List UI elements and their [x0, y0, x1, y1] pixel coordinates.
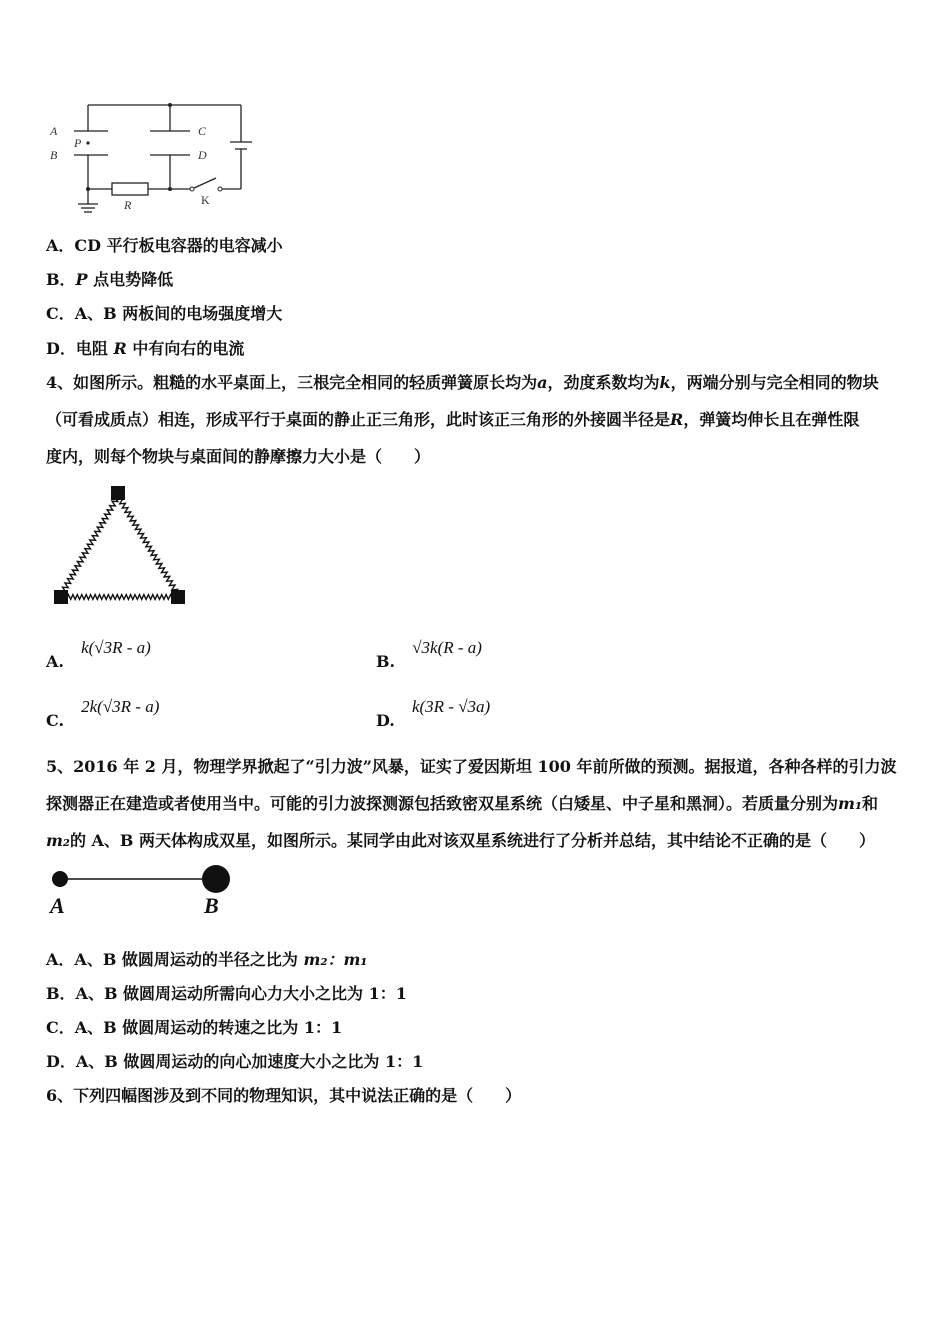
- q5-line-2: 探测器正在建造或者使用当中。可能的引力波探测源包括致密双星系统（白矮星、中子星和黑洞）。若质量分别为m₁和: [46, 794, 878, 813]
- q5-option-a: A．A、B 做圆周运动的半径之比为 m₂：m₁: [46, 950, 368, 969]
- q4-option-b: B. √3k(R - a): [376, 638, 482, 671]
- label-R: R: [124, 198, 132, 212]
- q3-option-c: C．A、B 两板间的电场强度增大: [46, 304, 283, 323]
- q5-line-3: m₂的 A、B 两天体构成双星，如图所示。某同学由此对该双星系统进行了分析并总结，其中结论不正确的是（ ）: [46, 831, 876, 850]
- star-b: [202, 865, 230, 893]
- q4-line-2: （可看成质点）相连，形成平行于桌面的静止正三角形，此时该正三角形的外接圆半径是R，弹簧均伸长且在弹性限: [46, 410, 860, 429]
- q5-option-c: C．A、B 做圆周运动的转速之比为 1：1: [46, 1018, 343, 1037]
- label-A: A: [50, 124, 58, 138]
- q4-line-3: 度内，则每个物块与桌面间的静摩擦力大小是（ ）: [46, 447, 431, 466]
- label-C: C: [198, 124, 207, 138]
- block-top: [111, 486, 125, 500]
- block-left: [54, 590, 68, 604]
- q4-option-c: C. 2k(√3R - a): [46, 697, 160, 730]
- q4-stem: [46, 364, 908, 475]
- label-D: D: [198, 148, 207, 162]
- star-a: [52, 871, 68, 887]
- spring-triangle-figure: [48, 480, 196, 610]
- q5-option-d: D．A、B 做圆周运动的向心加速度大小之比为 1：1: [46, 1052, 424, 1071]
- q4-option-d: D. k(3R - √3a): [376, 697, 491, 730]
- label-K: K: [201, 193, 210, 207]
- q4-line-1: 4、如图所示。粗糙的水平桌面上，三根完全相同的轻质弹簧原长均为a，劲度系数均为k，两端分别与完全相同的物块: [46, 373, 879, 392]
- q4-option-a: A. k(√3R - a): [46, 638, 151, 671]
- label-P: P: [74, 136, 82, 150]
- q5-stem: [46, 748, 908, 859]
- circuit-diagram: [44, 96, 264, 222]
- star-a-label: A: [50, 893, 65, 918]
- q3-option-d: D．电阻 R 中有向右的电流: [46, 339, 245, 358]
- label-B: B: [50, 148, 58, 162]
- q6-stem: 6、下列四幅图涉及到不同的物理知识，其中说法正确的是（ ）: [46, 1086, 522, 1105]
- q3-option-b: B．P 点电势降低: [46, 270, 174, 289]
- star-b-label: B: [204, 893, 219, 918]
- q5-line-1: 5、2016 年 2 月，物理学界掀起了“引力波”风暴，证实了爱因斯坦 100 年前所做的预测。据报道，各种各样的引力波: [46, 757, 897, 776]
- binary-star-figure: [46, 860, 246, 920]
- q3-option-a: A．CD 平行板电容器的电容减小: [46, 236, 283, 255]
- block-right: [171, 590, 185, 604]
- q5-option-b: B．A、B 做圆周运动所需向心力大小之比为 1：1: [46, 984, 407, 1003]
